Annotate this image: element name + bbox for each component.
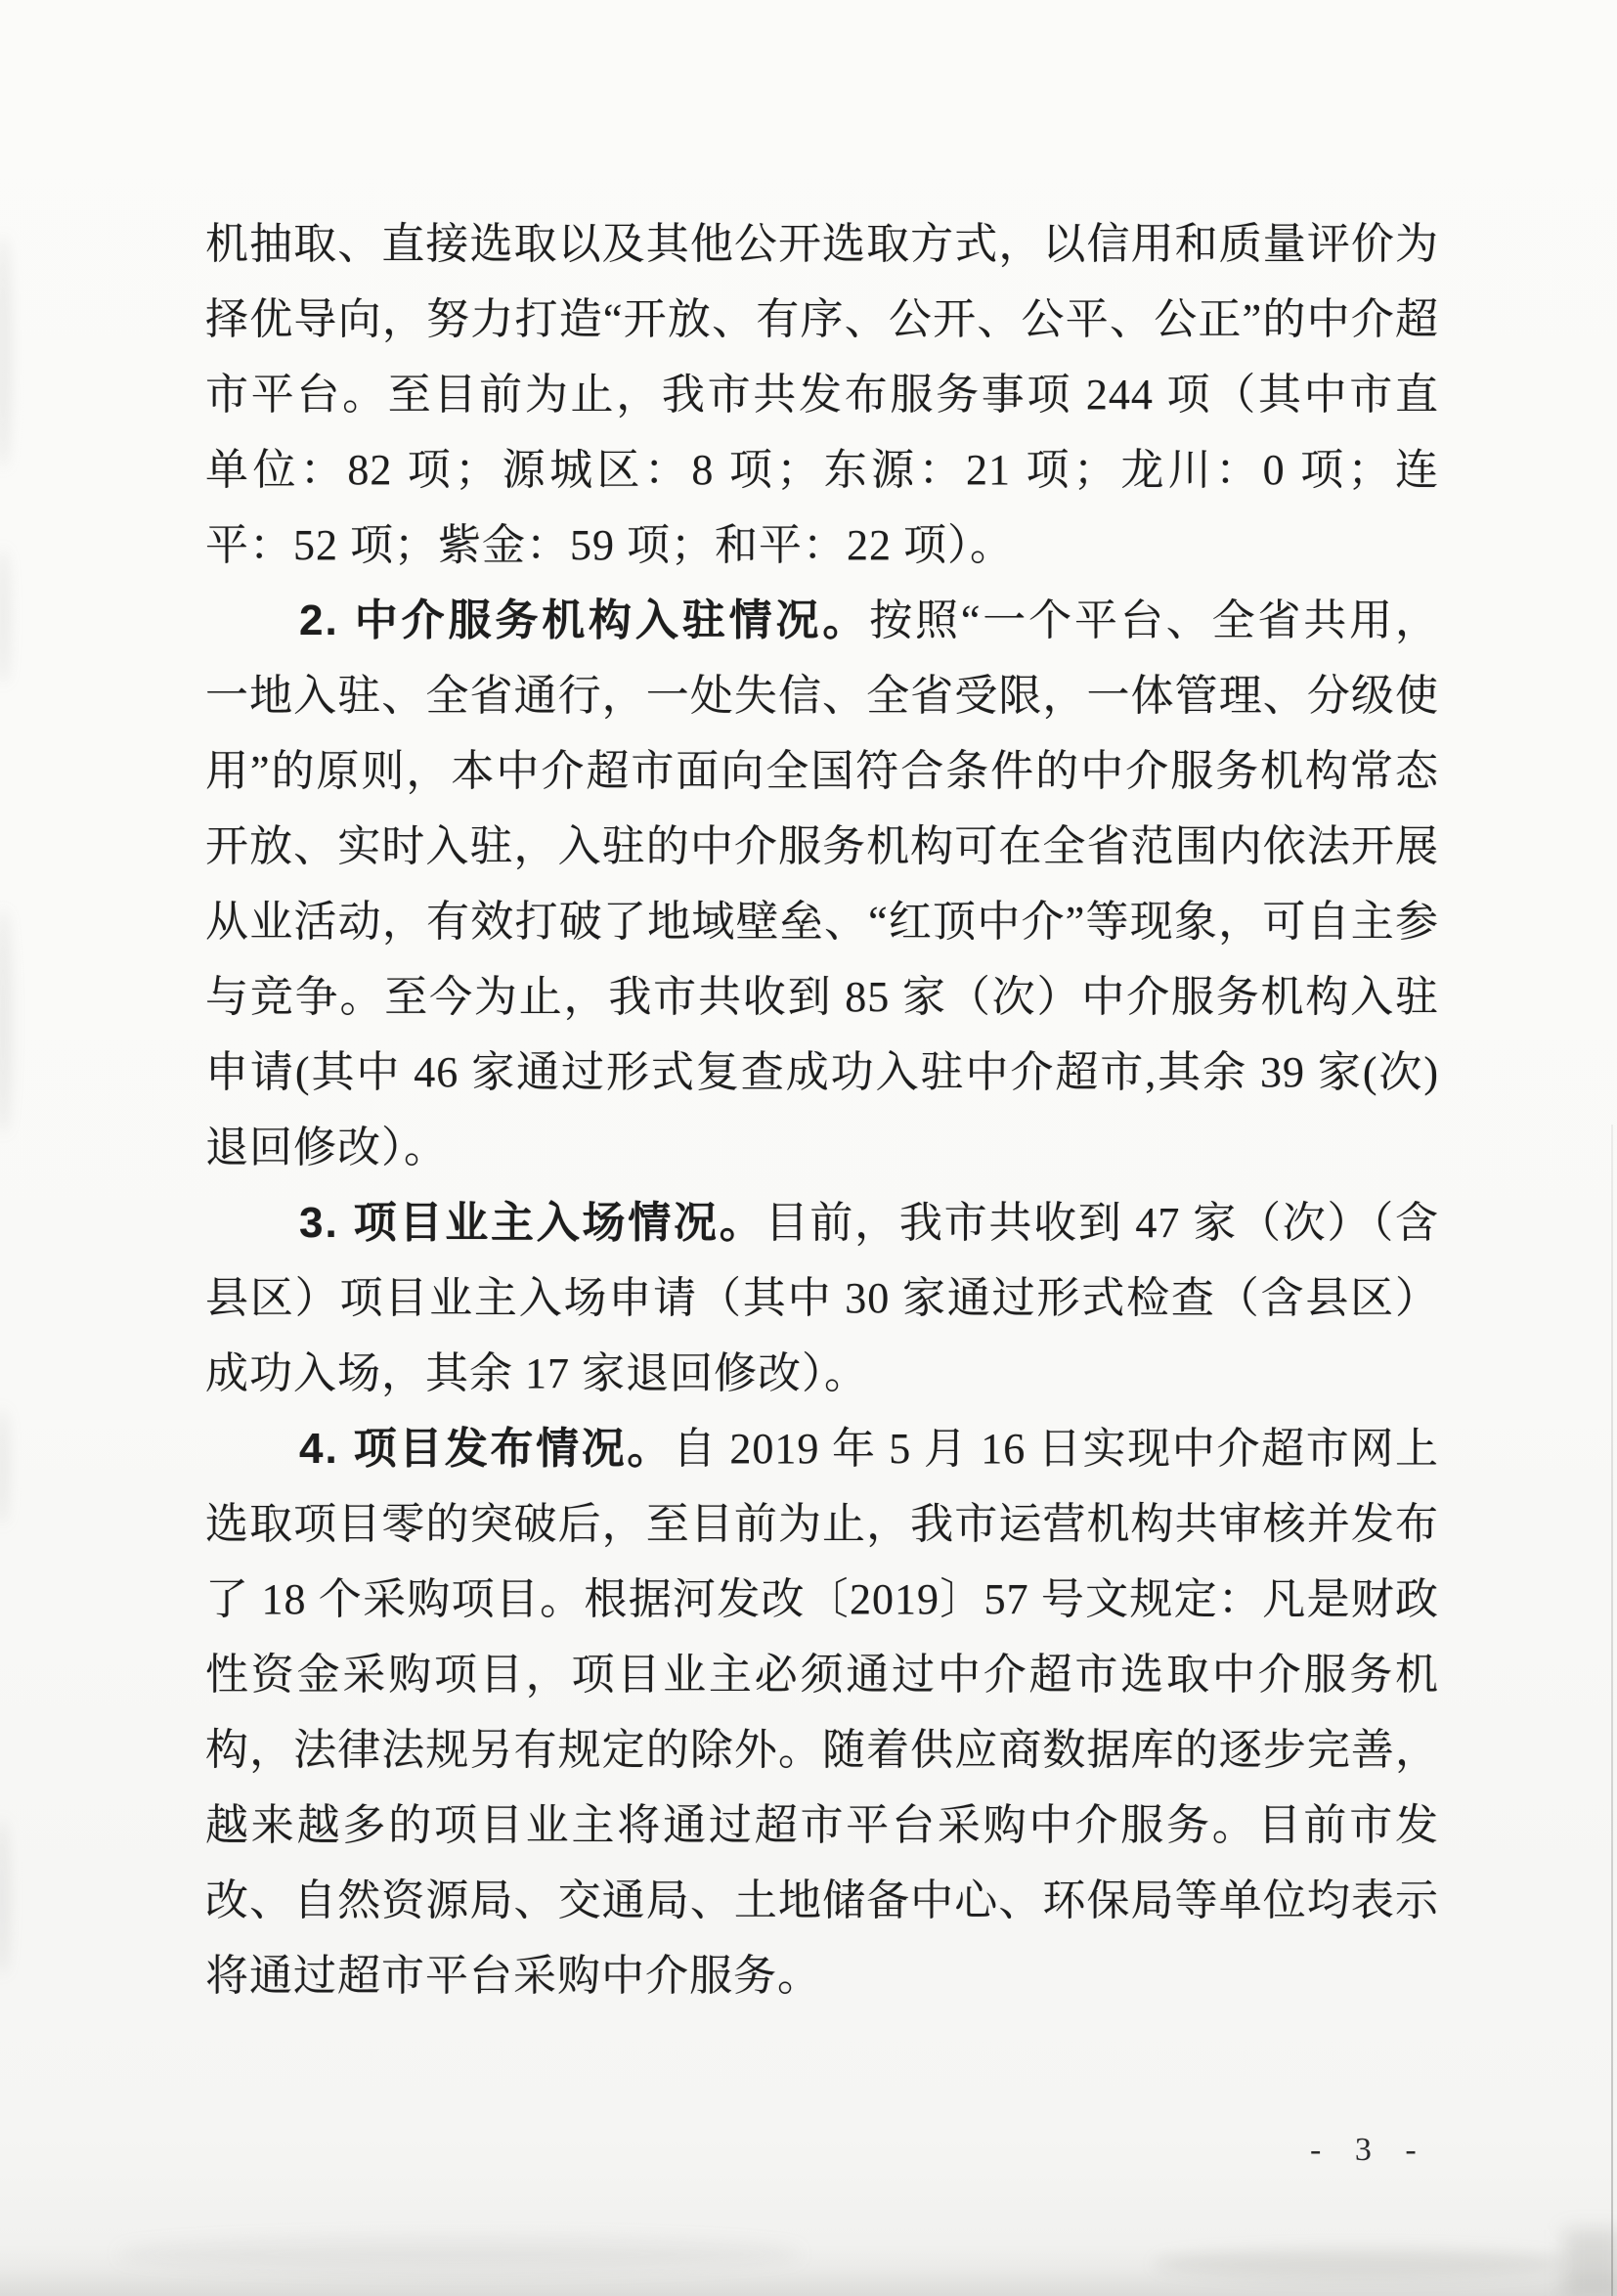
scan-smudge-left-5 xyxy=(0,1819,10,1975)
scan-smudge-left-3 xyxy=(0,909,12,1134)
section-heading-4: 4. 项目发布情况。 xyxy=(299,1425,674,1473)
paragraph-text: 目前，我市共收到 47 家（次）（含县区）项目业主入场申请（其中 30 家通过形式检查（含县区）成功入场，其余 17 家退回修改）。 xyxy=(205,1199,1440,1397)
scan-bottom-right-corner-shade xyxy=(1564,2230,1617,2296)
document-body xyxy=(205,206,1439,2013)
scan-bottom-smudge-1 xyxy=(117,2237,802,2271)
scan-bottom-shadow-band xyxy=(0,2245,1617,2296)
scan-bottom-smudge-2 xyxy=(1154,2249,1564,2278)
scan-smudge-left-4 xyxy=(0,1408,9,1525)
paragraph-text: 自 2019 年 5 月 16 日实现中介超市网上选取项目零的突破后，至目前为止，我市运营机构共审核并发布了 18 个采购项目。根据河发改〔2019〕57 号文规定：凡是财政性资金采购项目，项目业主必须通过中介超市选取中介服务机构，法律法规另有规定的除外。随着供应商数据库的逐步完善，越来越多的项目业主将通过超市平台采购中介服务。目前市发改、自然资源局、交通局、土地储备中心、环保局等单位均表示将通过超市平台采购中介服务。 xyxy=(205,1425,1440,2000)
paragraph-section-4 xyxy=(205,1411,1439,2013)
scan-right-edge-line xyxy=(1611,1125,1613,2296)
paragraph-section-3 xyxy=(205,1185,1439,1411)
scan-smudge-left-1 xyxy=(0,235,12,469)
page-number: - 3 - xyxy=(1310,2132,1422,2168)
paragraph-text: 按照“一个平台、全省共用，一地入驻、全省通行，一处失信、全省受限，一体管理、分级使用”的原则，本中介超市面向全国符合条件的中介服务机构常态开放、实时入驻，入驻的中介服务机构可在全省范围内依法开展从业活动，有效打破了地域壁垒、“红顶中介”等现象，可自主参与竞争。至今为止，我市共收到 85 家（次）中介服务机构入驻申请(其中 46 家通过形式复查成功入驻中介超市,其余 39 家(次)退回修改）。 xyxy=(205,596,1440,1171)
paragraph-text: 机抽取、直接选取以及其他公开选取方式，以信用和质量评价为择优导向，努力打造“开放、有序、公开、公平、公正”的中介超市平台。至目前为止，我市共发布服务事项 244 项（其中市直单位：82 项；源城区：8 项；东源：21 项；龙川：0 项；连平：52 项；紫金：59 项；和平：22 项）。 xyxy=(205,220,1439,569)
section-heading-3: 3. 项目业主入场情况。 xyxy=(299,1199,765,1247)
section-heading-2: 2. 中介服务机构入驻情况。 xyxy=(299,596,870,644)
paragraph-section-2 xyxy=(205,583,1439,1185)
scan-smudge-left-2 xyxy=(0,548,10,684)
paragraph-continuation xyxy=(205,206,1439,583)
